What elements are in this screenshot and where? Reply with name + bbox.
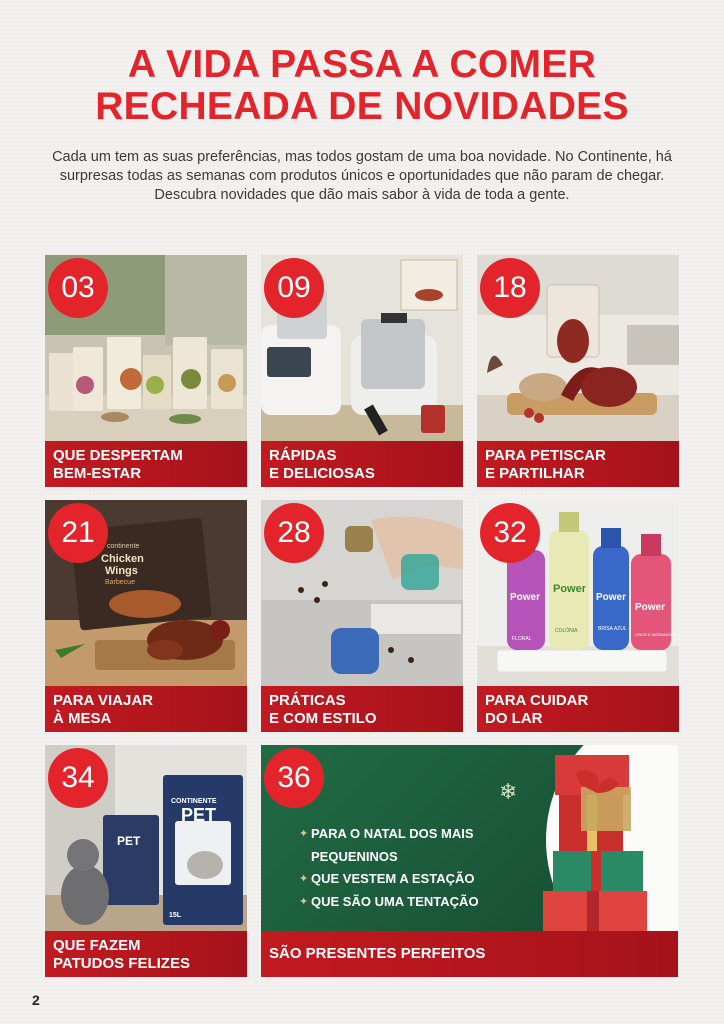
gift-list-text: QUE VESTEM A ESTAÇÃO — [311, 871, 475, 886]
chicken-pack-sub: Barbecue — [105, 579, 135, 586]
page-badge: 09 — [264, 258, 324, 318]
bottle-scent-4: LINOS E MORANGOS — [635, 632, 676, 637]
tile-label-line-2: BEM-ESTAR — [53, 465, 142, 482]
gift-list-text: QUE SÃO UMA TENTAÇÃO — [311, 893, 479, 909]
page-badge: 18 — [480, 258, 540, 318]
chicken-pack-brand: continente — [107, 543, 140, 550]
page-number: 2 — [32, 992, 40, 1008]
tile-label — [45, 441, 247, 487]
bottle-brand-1: Power — [510, 592, 541, 603]
tile-label-line-1: PARA VIAJAR — [53, 692, 154, 709]
tile-label-line-2: E DELICIOSAS — [269, 465, 375, 482]
page-badge: 21 — [48, 503, 108, 563]
bottle-brand-4: Power — [635, 602, 666, 613]
tile-patudos[interactable] — [45, 745, 247, 977]
tile-label-line-2: E PARTILHAR — [485, 465, 585, 482]
bullet-star-icon: ✦ — [299, 873, 309, 885]
page-badge: 34 — [48, 748, 108, 808]
tile-label — [45, 931, 247, 977]
bullet-star-icon: ✦ — [299, 895, 309, 908]
gift-list-item — [299, 891, 479, 914]
page-badge: 28 — [264, 503, 324, 563]
pet-word-small: PET — [117, 834, 141, 848]
bottle-scent-3: BRISA AZUL — [598, 626, 627, 632]
tile-praticas[interactable] — [261, 500, 463, 732]
pet-size: 15L — [169, 912, 182, 919]
gift-list-text: PEQUENINOS — [311, 848, 398, 864]
tile-label — [261, 686, 463, 732]
tile-label: SÃO PRESENTES PERFEITOS — [261, 931, 678, 977]
gift-list-item — [299, 868, 479, 891]
tile-label — [477, 441, 679, 487]
tile-label-line-1: RÁPIDAS — [269, 447, 337, 464]
tile-label-line-1: QUE FAZEM — [53, 937, 141, 954]
page-badge: 36 — [264, 748, 324, 808]
page-title — [0, 44, 724, 128]
bottle-brand-3: Power — [596, 592, 627, 603]
intro-text: Cada um tem as suas preferências, mas todos gostam de uma boa novidade. No Continente, há surpresas todas as semanas com produtos únicos e oportunidades que não param de chegar. Descubra novidades que dão mais sabor à vida de toda a gente. — [52, 149, 672, 203]
tile-label-line-1: QUE DESPERTAM — [53, 447, 183, 464]
tile-label-line-2: PATUDOS FELIZES — [53, 955, 190, 972]
tile-label-line-1: PARA CUIDAR — [485, 692, 589, 709]
tile-petiscar[interactable] — [477, 255, 679, 487]
tile-presentes[interactable] — [261, 745, 678, 977]
tile-rapidas[interactable] — [261, 255, 463, 487]
tile-lar[interactable] — [477, 500, 679, 732]
gift-list-item-continued — [299, 846, 479, 869]
snowflake-icon: ❄ — [499, 779, 518, 804]
bottle-brand-2: Power — [553, 583, 587, 595]
bottle-scent-2: COLÓNIA — [555, 628, 578, 634]
chicken-pack-name-2: Wings — [105, 565, 138, 577]
tile-label-line-1: PARA PETISCAR — [485, 447, 606, 464]
tile-viajar[interactable] — [45, 500, 247, 732]
tile-label — [261, 441, 463, 487]
gift-list — [299, 823, 479, 913]
title-line-1: A VIDA PASSA A COMER — [127, 43, 597, 86]
tile-bem-estar[interactable] — [45, 255, 247, 487]
tile-label-line-2: E COM ESTILO — [269, 710, 377, 727]
tile-label-line-2: DO LAR — [485, 710, 543, 727]
tile-label — [45, 686, 247, 732]
tile-label-line-1: PRÁTICAS — [269, 692, 346, 709]
title-line-2: RECHEADA DE NOVIDADES — [95, 85, 629, 128]
pet-brand: CONTINENTE — [171, 798, 217, 805]
chicken-pack-name-1: Chicken — [101, 553, 144, 565]
bullet-star-icon: ✦ — [299, 828, 309, 840]
pet-word-big: PET — [181, 805, 217, 825]
page-badge: 03 — [48, 258, 108, 318]
page-badge: 32 — [480, 503, 540, 563]
bottle-scent-1: FLORAL — [512, 636, 532, 642]
tile-label — [477, 686, 679, 732]
gift-list-item — [299, 823, 479, 846]
gift-list-text: PARA O NATAL DOS MAIS — [311, 826, 474, 841]
tile-label-line-2: À MESA — [53, 710, 112, 727]
